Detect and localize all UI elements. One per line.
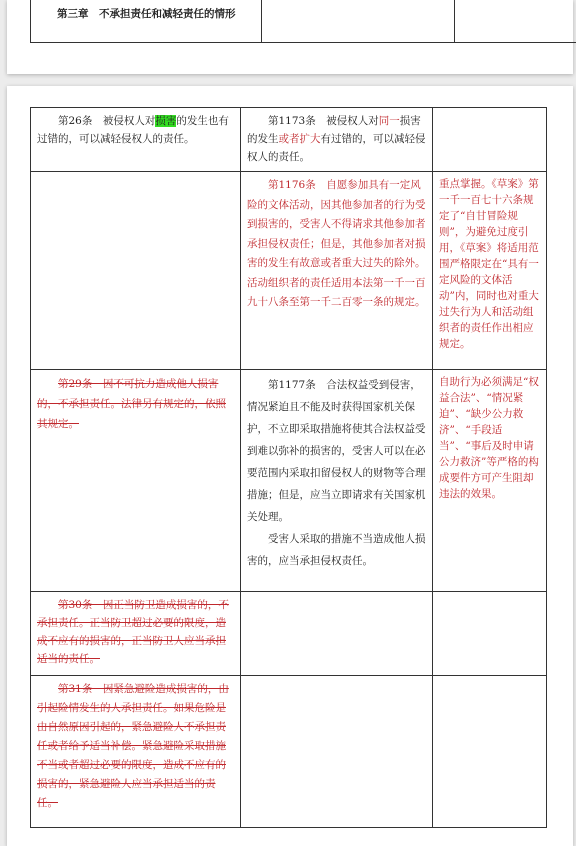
empty-cell xyxy=(433,676,547,828)
empty-cell xyxy=(433,592,547,676)
table-row xyxy=(31,370,547,592)
table-row xyxy=(31,108,547,172)
empty-cell xyxy=(455,0,576,43)
old-article-26: 第26条 被侵权人对损害的发生也有过错的，可以减轻侵权人的责任。 xyxy=(31,108,241,172)
empty-cell xyxy=(31,172,241,370)
document-page xyxy=(7,86,573,846)
new-article-1177: 第1177条 合法权益受到侵害，情况紧迫且不能及时获得国家机关保护，不立即采取措施将使其合法权益受到难以弥补的损害的，受害人可以在必要范围内采取扣留侵权人的财物等合理措施；但是，应当立即请求有关国家机关处理。 受害人采取的措施不当造成他人损害的，应当承担侵权责任。 xyxy=(241,370,433,592)
empty-cell xyxy=(241,676,433,828)
old-article-29: 第29条 因不可抗力造成他人损害的，不承担责任。法律另有规定的，依照其规定。 xyxy=(31,370,241,592)
new-article-1173: 第1173条 被侵权人对同一损害的发生或者扩大有过错的，可以减轻侵权人的责任。 xyxy=(241,108,433,172)
old-article-31: 第31条 因紧急避险造成损害的，由引起险情发生的人承担责任。如果危险是由自然原因引起的，紧急避险人不承担责任或者给予适当补偿。紧急避险采取措施不当或者超过必要的限度，造成不应有的损害的，紧急避险人应当承担适当的责任。 xyxy=(31,676,241,828)
table-row xyxy=(31,592,547,676)
table-row xyxy=(31,676,547,828)
old-article-30: 第30条 因正当防卫造成损害的，不承担责任。正当防卫超过必要的限度，造成不应有的损害的，正当防卫人应当承担适当的责任。 xyxy=(31,592,241,676)
table-row xyxy=(31,172,547,370)
note-1176: 重点掌握。《草案》第一千一百七十六条规定了“自甘冒险规则”，为避免过度引用，《草案》将适用范围严格限定在“具有一定风险的文体活动”内，同时也对重大过失行为人和活动组织者的责任作出相应规定。 xyxy=(433,172,547,370)
note-1177: 自助行为必须满足“权益合法”、“情况紧迫”、“缺少公力救济”、“手段适当”、“事后及时申请公力救济”等严格的构成要件方可产生阻却违法的效果。 xyxy=(433,370,547,592)
chapter-title: 第三章 不承担责任和减轻责任的情形 xyxy=(31,0,262,43)
chapter-table xyxy=(30,0,576,43)
document-page-top xyxy=(7,0,573,74)
comparison-table xyxy=(30,107,547,828)
empty-cell xyxy=(262,0,455,43)
note-cell xyxy=(433,108,547,172)
highlighted-text: 损害 xyxy=(155,115,176,127)
new-article-1176: 第1176条 自愿参加具有一定风险的文体活动，因其他参加者的行为受到损害的，受害人不得请求其他参加者承担侵权责任；但是，其他参加者对损害的发生有故意或者重大过失的除外。活动组织者的责任适用本法第一千一百九十八条至第一千二百零一条的规定。 xyxy=(241,172,433,370)
empty-cell xyxy=(241,592,433,676)
